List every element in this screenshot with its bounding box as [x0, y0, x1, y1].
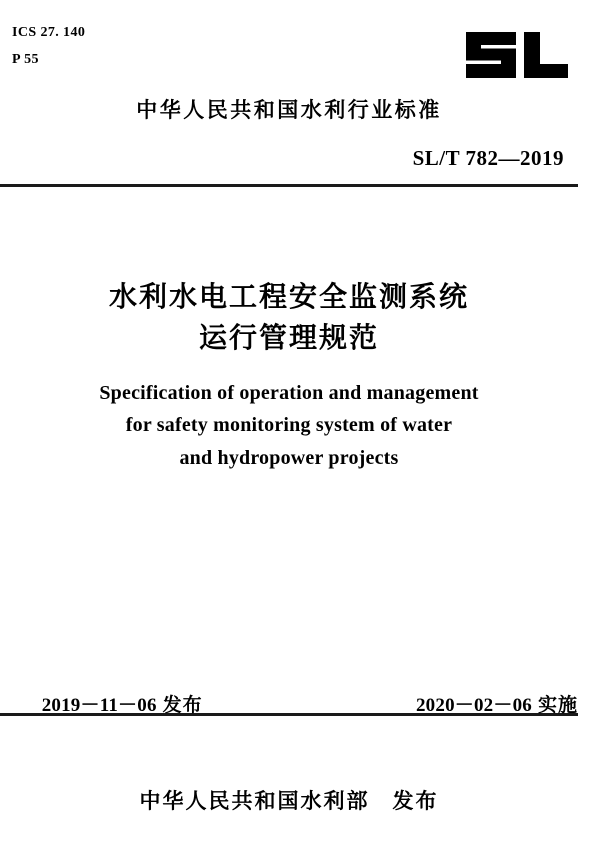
standard-number: SL/T 782—2019 [412, 146, 564, 170]
dates-row [12, 668, 578, 739]
title-english [0, 377, 578, 474]
implementation-date-value: 2020－02－06 [415, 695, 532, 716]
issue-date [12, 668, 203, 739]
sl-logo-icon [458, 18, 576, 86]
title-chinese-line-2: 运行管理规范 [198, 322, 379, 354]
divider-top [0, 184, 578, 187]
ics-code: ICS 27. 140 [12, 25, 86, 40]
publisher-line: 中华人民共和国水利部 发布 [139, 790, 439, 813]
implementation-date-label: 实施 [537, 695, 578, 716]
title-chinese [0, 276, 578, 359]
title-english-line-2: for safety monitoring system of water [125, 414, 453, 437]
issuing-organization: 中华人民共和国水利行业标准 [136, 99, 442, 122]
title-english-line-3: and hydropower projects [179, 446, 399, 469]
implementation-date [386, 668, 578, 739]
metadata-block [12, 26, 85, 67]
title-english-line-1: Specification of operation and management [99, 382, 479, 404]
title-chinese-line-1: 水利水电工程安全监测系统 [108, 281, 469, 312]
classification-code: P 55 [12, 52, 39, 67]
issue-date-label: 发布 [162, 695, 203, 716]
issue-date-value: 2019－11－06 [41, 695, 157, 716]
